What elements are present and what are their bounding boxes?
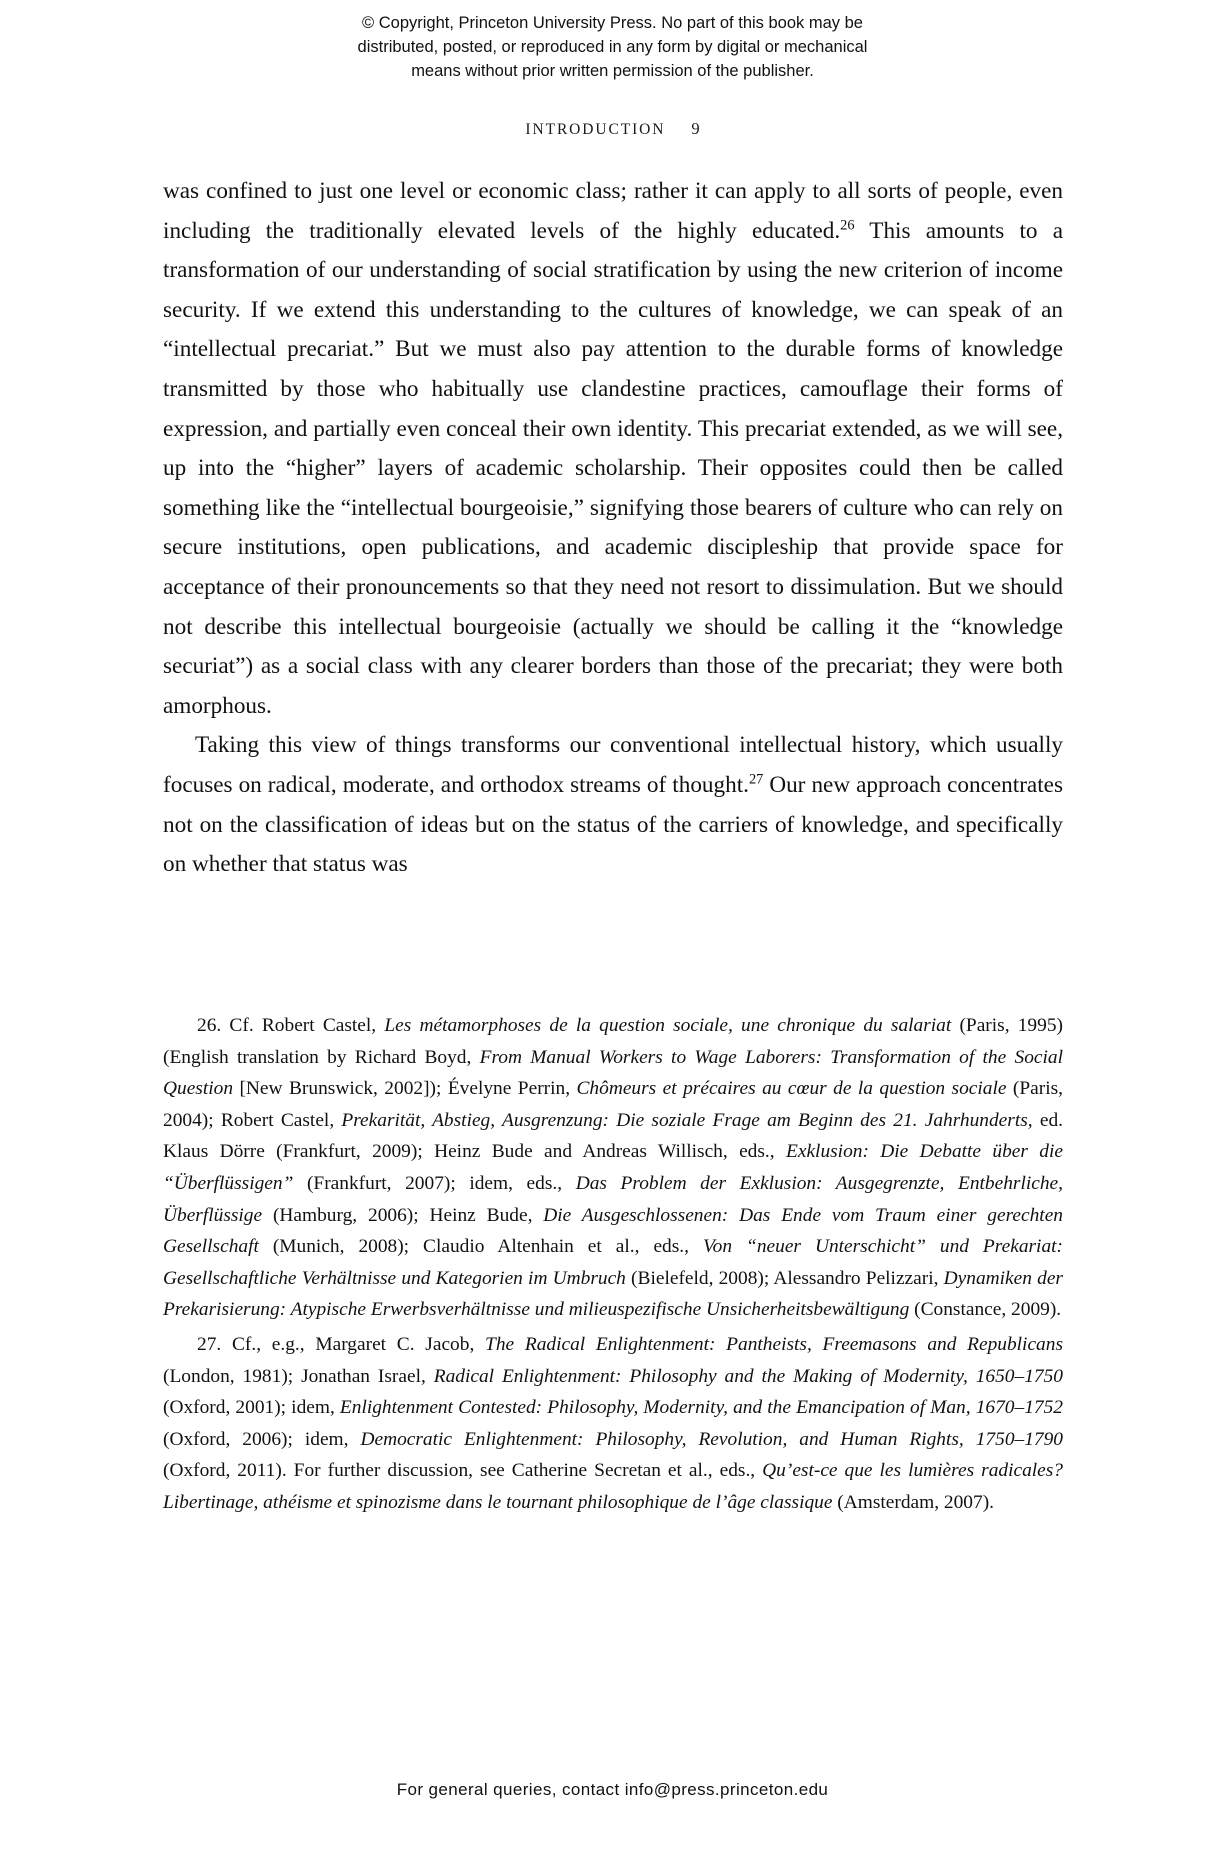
footnote-ref-27: 27 (748, 771, 764, 788)
footer-queries-line: For general queries, contact info@press.princeton.edu (396, 1780, 829, 1799)
paragraph-2 (163, 726, 1063, 884)
body-text (163, 172, 1063, 885)
page-number: 9 (691, 119, 700, 138)
paragraph-1-text-a: was confined to just one level or economic class; rather it can apply to all sorts of people, even including the traditionally elevated levels of the highly educated. (163, 178, 1063, 244)
paragraph-1-text-b: This amounts to a transformation of our understanding of social stratification by using the new criterion of income security. If we extend this understanding to the cultures of knowledge, we can speak of an “intellectual precariat.” But we must also pay attention to the durable forms of knowledge transmitted by those who habitually use clandestine practices, camouflage their forms of expression, and partially even conceal their own identity. This precariat extended, as we will see, up into the “higher” layers of academic scholarship. Their opposites could then be called something like the “intellectual bourgeoisie,” signifying those bearers of culture who can rely on secure institutions, open publications, and academic discipleship that provide space for acceptance of their pronouncements so that they need not resort to dissimulation. But we should not describe this intellectual bourgeoisie (actually we should be calling it the “knowledge securiat”) as a social class with any clearer borders than those of the precariat; they were both amorphous. (163, 217, 1063, 719)
copyright-notice (0, 12, 1225, 84)
running-head-title: INTRODUCTION (525, 121, 666, 138)
paragraph-2-text-a: Taking this view of things transforms our conventional intellectual history, which usually focuses on radical, moderate, and orthodox streams of thought. (163, 732, 1063, 798)
footnotes-section (163, 1010, 1063, 1519)
running-head (0, 119, 1225, 139)
copyright-line-2: distributed, posted, or reproduced in any form by digital or mechanical (357, 37, 868, 56)
paragraph-2-text-b: Our new approach concentrates not on the classification of ideas but on the status of the carriers of knowledge, and specifically on whether that status was (163, 771, 1063, 878)
footnote-ref-26: 26 (840, 216, 855, 233)
footnote-26: 26. Cf. Robert Castel, Les métamorphoses de la question sociale, une chronique du salariat (Paris, 1995) (English translation by Richard Boyd, From Manual Workers to Wage Laborers: Transformation of the Social Question [New Brunswick, 2002]); Évelyne Perrin, Chômeurs et précaires au cœur de la question sociale (Paris, 2004); Robert Castel, Prekarität, Abstieg, Ausgrenzung: Die soziale Frage am Beginn des 21. Jahrhunderts, ed. Klaus Dörre (Frankfurt, 2009); Heinz Bude and Andreas Willisch, eds., Exklusion: Die Debatte über die “Überflüssigen” (Frankfurt, 2007); idem, eds., Das Problem der Exklusion: Ausgegrenzte, Entbehrliche, Überflüssige (Hamburg, 2006); Heinz Bude, Die Ausgeschlossenen: Das Ende vom Traum einer gerechten Gesellschaft (Munich, 2008); Claudio Altenhain et al., eds., Von “neuer Unterschicht” und Prekariat: Gesellschaftliche Verhältnisse und Kategorien im Umbruch (Bielefeld, 2008); Alessandro Pelizzari, Dynamiken der Prekarisierung: Atypische Erwerbsverhältnisse und milieuspezifische Unsicherheitsbewältigung (Constance, 2009). (163, 1015, 1064, 1321)
paragraph-1 (163, 172, 1063, 726)
copyright-line-1: © Copyright, Princeton University Press. No part of this book may be (362, 14, 863, 32)
footnote-27: 27. Cf., e.g., Margaret C. Jacob, The Radical Enlightenment: Pantheists, Freemasons and Republicans (London, 1981); Jonathan Israel, Radical Enlightenment: Philosophy and the Making of Modernity, 1650–1750 (Oxford, 2001); idem, Enlightenment Contested: Philosophy, Modernity, and the Emancipation of Man, 1670–1752 (Oxford, 2006); idem, Democratic Enlightenment: Philosophy, Revolution, and Human Rights, 1750–1790 (Oxford, 2011). For further discussion, see Catherine Secretan et al., eds., Qu’est-ce que les lumières radicales? Libertinage, athéisme et spinozisme dans le tournant philosophique de l’âge classique (Amsterdam, 2007). (163, 1333, 1064, 1513)
copyright-line-3: means without prior written permission of the publisher. (411, 61, 814, 80)
